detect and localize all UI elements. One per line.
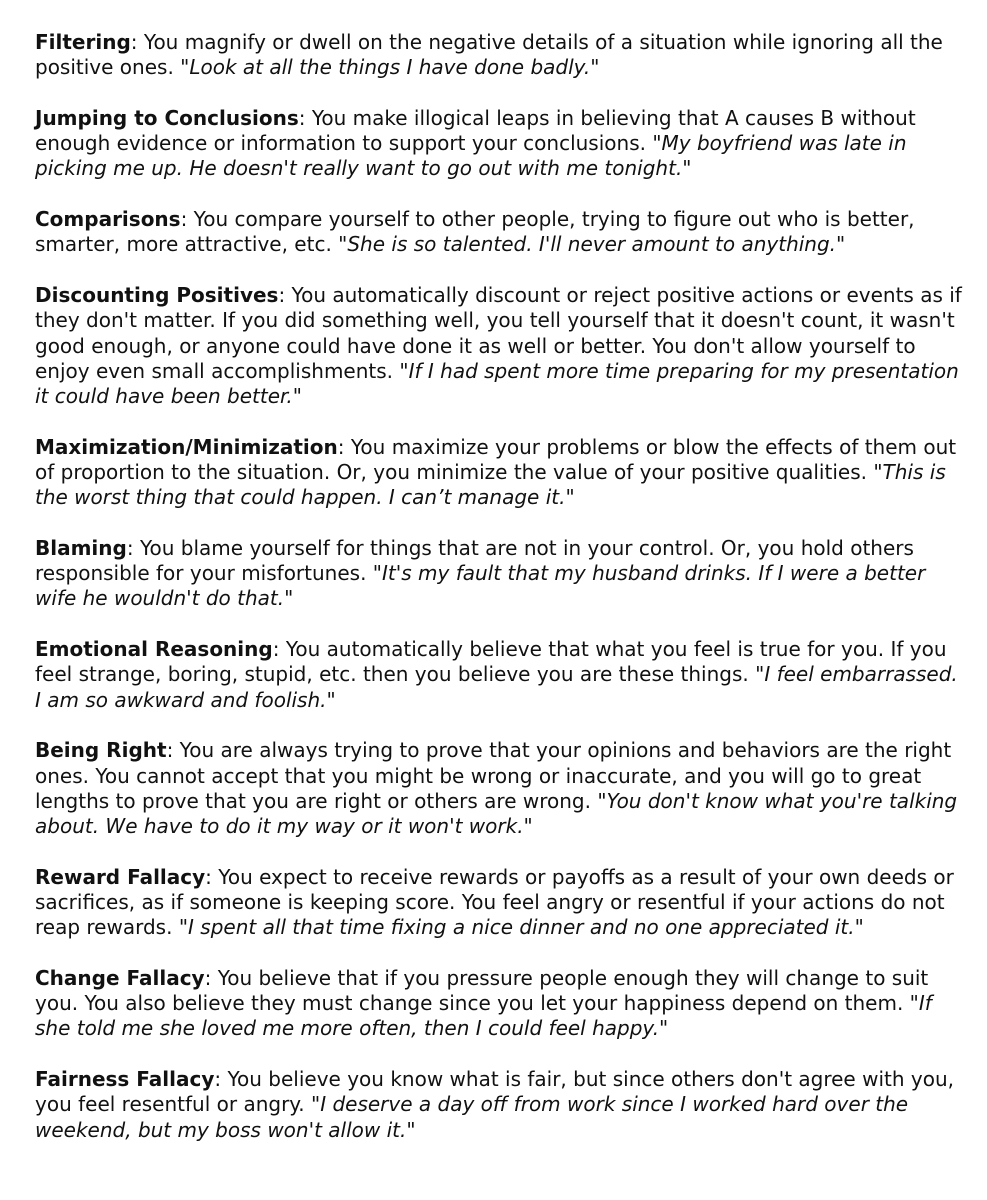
entry-term: Change Fallacy	[35, 966, 205, 991]
entry-term: Blaming	[35, 536, 127, 561]
entry-example: "If I had spent more time preparing for my presentation it could have been better."	[35, 358, 959, 409]
entry-example: "You don't know what you're talking about. We have to do it my way or it won't work."	[35, 788, 958, 839]
entry-being-right	[35, 738, 965, 839]
entry-jumping-to-conclusions	[35, 106, 965, 182]
entry-example: "I feel embarrassed. I am so awkward and foolish."	[35, 662, 958, 712]
entry-term: Reward Fallacy	[35, 864, 206, 889]
entry-example: "This is the worst thing that could happen. I can’t manage it."	[35, 460, 946, 510]
entry-blaming	[35, 536, 965, 612]
entry-term: Emotional Reasoning	[35, 637, 273, 662]
entry-description: : You automatically discount or reject positive actions or events as if they don't matter. If you did something well, you tell yourself that it doesn't count, it wasn't good enough, or anyone could have done it as well or better. You don't allow yourself to enjoy even small accomplishments.	[35, 283, 962, 383]
entry-description: : You believe you know what is fair, but since others don't agree with you, you feel resentful or angry.	[35, 1067, 954, 1117]
entry-filtering	[35, 30, 965, 80]
entry-reward-fallacy	[35, 865, 965, 941]
entry-example: "I spent all that time fixing a nice dinner and no one appreciated it."	[178, 915, 864, 940]
entry-term: Filtering	[35, 30, 131, 54]
entry-example: "Look at all the things I have done badly."	[180, 55, 600, 80]
entry-example: "She is so talented. I'll never amount to anything."	[338, 232, 846, 257]
entry-comparisons	[35, 207, 965, 257]
entry-description: : You expect to receive rewards or payoffs as a result of your own deeds or sacrifices, as if someone is keeping score. You feel angry or resentful if your actions do not reap rewards.	[35, 864, 954, 940]
entry-emotional-reasoning	[35, 637, 965, 713]
entry-example: "I deserve a day off from work since I worked hard over the weekend, but my boss won't allow it."	[35, 1092, 909, 1142]
entry-fairness-fallacy	[35, 1067, 965, 1143]
entry-term: Comparisons	[35, 207, 181, 232]
entry-term: Maximization/Minimization	[35, 434, 338, 459]
entry-description: : You magnify or dwell on the negative details of a situation while ignoring all the positive ones.	[35, 30, 943, 80]
entry-description: : You believe that if you pressure people enough they will change to suit you. You also believe they must change since you let your happiness depend on them.	[35, 966, 929, 1016]
document-body	[35, 30, 965, 1168]
entry-term: Being Right	[35, 738, 167, 763]
entry-description: : You blame yourself for things that are not in your control. Or, you hold others responsible for your misfortunes.	[35, 536, 914, 586]
entry-term: Discounting Positives	[35, 283, 279, 308]
entry-example: "My boyfriend was late in picking me up. He doesn't really want to go out with me tonight."	[35, 131, 907, 181]
entry-change-fallacy	[35, 966, 965, 1042]
entry-description: : You compare yourself to other people, trying to figure out who is better, smarter, more attractive, etc.	[35, 207, 915, 257]
entry-example: "It's my fault that my husband drinks. If I were a better wife he wouldn't do that."	[35, 561, 926, 611]
entry-description: : You automatically believe that what you feel is true for you. If you feel strange, boring, stupid, etc. then you believe you are these things.	[35, 637, 947, 687]
entry-description: : You maximize your problems or blow the effects of them out of proportion to the situation. Or, you minimize the value of your positive qualities.	[35, 434, 957, 485]
entry-maximization-minimization	[35, 435, 965, 511]
entry-example: "If she told me she loved me more often, then I could feel happy."	[35, 991, 932, 1041]
entry-term: Jumping to Conclusions	[35, 106, 299, 130]
entry-description: : You make illogical leaps in believing that A causes B without enough evidence or information to support your conclusions.	[35, 106, 916, 156]
entry-description: : You are always trying to prove that your opinions and behaviors are the right ones. You cannot accept that you might be wrong or inaccurate, and you will go to great lengths to prove that you are right or others are wrong.	[35, 738, 952, 813]
entry-term: Fairness Fallacy	[35, 1067, 215, 1092]
entry-discounting-positives	[35, 283, 965, 409]
